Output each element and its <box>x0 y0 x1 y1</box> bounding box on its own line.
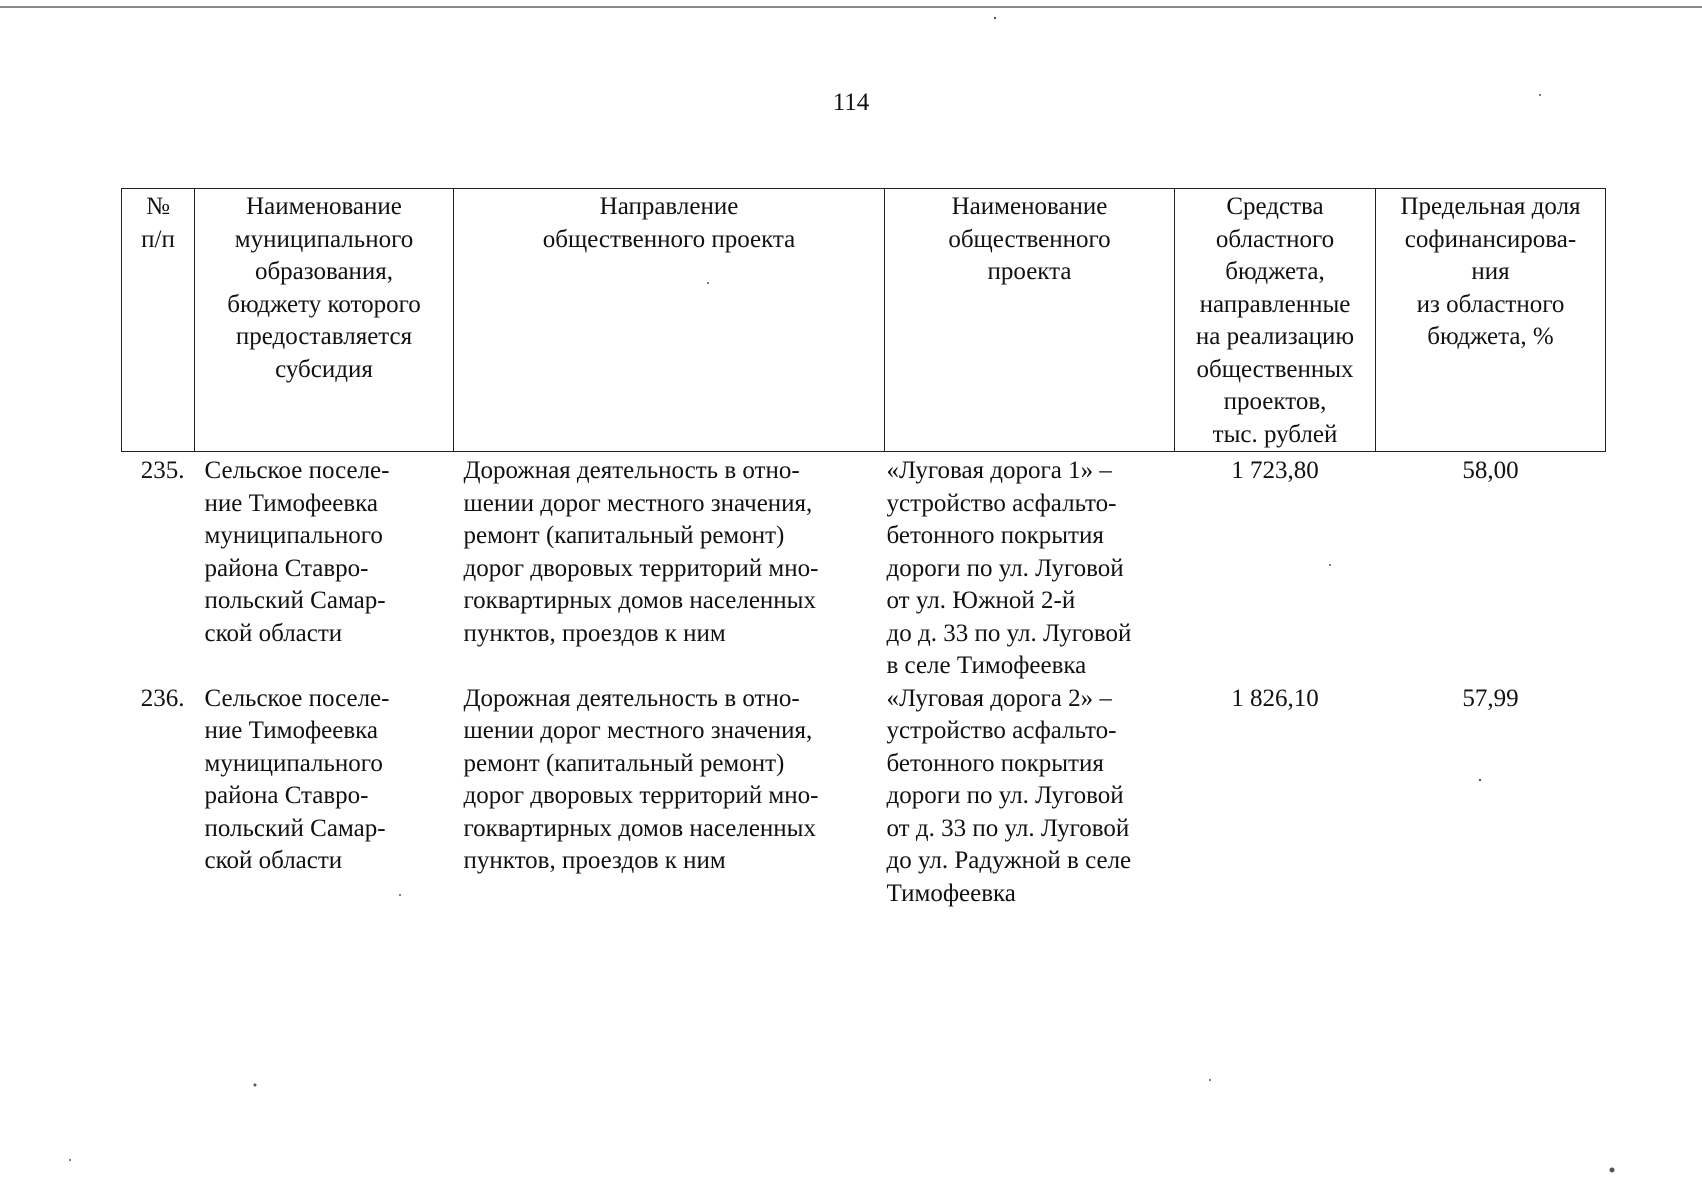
text-line: ние Тимофеевка <box>204 717 379 744</box>
text-line: Дорожная деятельность в отно- <box>463 684 800 712</box>
text-line: до д. 33 по ул. Луговой <box>886 619 1132 647</box>
row-number: 235. <box>140 457 185 484</box>
text-line: бетонного покрытия <box>886 749 1104 777</box>
text-line: района Ставро- <box>204 782 369 809</box>
header-project-name <box>885 189 1175 452</box>
text-line: Дорожная деятельность в отно- <box>463 457 800 484</box>
scan-edge-line <box>0 6 1702 8</box>
text-line: от ул. Южной 2-й <box>886 587 1076 614</box>
text-line: ской области <box>204 619 343 647</box>
text-line: от д. 33 по ул. Луговой <box>886 814 1130 842</box>
row-funds: 1 826,10 <box>1231 684 1319 712</box>
row-municipality-text <box>205 683 454 878</box>
text-line: до ул. Радужной в селе <box>886 847 1132 874</box>
text-line: № <box>146 193 170 220</box>
text-line: предоставляется <box>235 323 413 350</box>
text-line: Направление <box>599 193 739 220</box>
text-line: направленные <box>1199 290 1351 318</box>
row-share: 58,00 <box>1462 457 1519 484</box>
header-row <box>122 189 1606 452</box>
text-line: бетонного покрытия <box>886 522 1104 549</box>
text-line: дорог дворовых территорий мно- <box>463 782 819 809</box>
text-line: польский Самар- <box>204 814 386 842</box>
text-line: дорог дворовых территорий мно- <box>463 554 819 582</box>
text-line: дороги по ул. Луговой <box>886 554 1124 582</box>
text-line: Сельское поселе- <box>204 457 390 484</box>
row-number: 236. <box>140 684 185 712</box>
text-line: пунктов, проездов к ним <box>463 619 726 647</box>
subsidy-table <box>121 188 1606 910</box>
text-line: Наименование <box>951 193 1108 220</box>
row-project-name-text <box>887 683 1175 911</box>
row-funds: 1 723,80 <box>1231 457 1319 484</box>
text-line: п/п <box>141 225 175 253</box>
text-line: гоквартирных домов населенных <box>463 587 816 614</box>
text-line: на реализацию <box>1195 323 1355 350</box>
text-line: проектов, <box>1223 388 1327 415</box>
table-body <box>122 452 1606 911</box>
table-row <box>122 683 1606 911</box>
text-line: ремонт (капитальный ремонт) <box>463 522 785 549</box>
text-line: «Луговая дорога 2» – <box>886 684 1112 712</box>
text-line: субсидия <box>275 355 373 383</box>
text-line: бюджета, <box>1225 258 1325 285</box>
header-direction <box>454 189 885 452</box>
text-line: общественного <box>948 225 1111 253</box>
text-line: ние Тимофеевка <box>204 489 379 517</box>
table-row <box>122 452 1606 683</box>
text-line: проекта <box>987 258 1072 285</box>
text-line: Наименование <box>246 193 402 220</box>
row-municipality-text <box>205 455 454 650</box>
header-municipality <box>195 189 454 452</box>
row-direction <box>454 452 885 683</box>
text-line: бюджета, % <box>1427 323 1554 350</box>
row-municipality <box>195 452 454 683</box>
text-line: устройство асфальто- <box>886 489 1117 517</box>
text-line: Тимофеевка <box>886 879 1016 907</box>
text-line: образования, <box>254 258 394 285</box>
table-header <box>122 189 1606 452</box>
row-project-name <box>885 452 1175 683</box>
text-line: областного <box>1215 225 1335 253</box>
text-line: ния <box>1471 258 1510 285</box>
text-line: дороги по ул. Луговой <box>886 782 1124 809</box>
row-municipality <box>195 683 454 911</box>
header-direction-text <box>458 191 880 256</box>
text-line: «Луговая дорога 1» – <box>886 457 1112 484</box>
header-funds-text <box>1179 191 1371 451</box>
text-line: устройство асфальто- <box>886 717 1117 744</box>
text-line: муниципального <box>204 522 383 549</box>
text-line: софинансирова- <box>1404 225 1577 253</box>
text-line: общественных <box>1196 355 1354 383</box>
text-line: тыс. рублей <box>1212 420 1338 448</box>
text-line: из областного <box>1416 290 1565 318</box>
text-line: Средства <box>1226 193 1324 220</box>
header-number-text <box>126 191 190 256</box>
text-line: Сельское поселе- <box>204 684 390 712</box>
text-line: общественного проекта <box>542 225 796 253</box>
page-number: 114 <box>832 89 870 116</box>
text-line: шении дорог местного значения, <box>463 489 813 517</box>
header-number <box>122 189 195 452</box>
text-line: шении дорог местного значения, <box>463 717 813 744</box>
text-line: муниципального <box>234 225 414 253</box>
row-project-name <box>885 683 1175 911</box>
row-project-name-text <box>887 455 1175 683</box>
text-line: района Ставро- <box>204 554 369 582</box>
text-line: муниципального <box>204 749 383 777</box>
text-line: пунктов, проездов к ним <box>463 847 726 874</box>
header-funds <box>1175 189 1376 452</box>
row-direction-text <box>464 455 885 650</box>
text-line: польский Самар- <box>204 587 386 614</box>
text-line: ской области <box>204 847 343 874</box>
text-line: бюджету которого <box>227 290 421 318</box>
header-municipality-text <box>199 191 449 386</box>
header-project-name-text <box>889 191 1170 289</box>
row-share: 57,99 <box>1462 684 1519 712</box>
row-direction <box>454 683 885 911</box>
text-line: в селе Тимофеевка <box>886 652 1087 679</box>
header-share <box>1376 189 1606 452</box>
row-direction-text <box>464 683 885 878</box>
text-line: ремонт (капитальный ремонт) <box>463 749 785 777</box>
text-line: гоквартирных домов населенных <box>463 814 816 842</box>
header-share-text <box>1380 191 1601 354</box>
text-line: Предельная доля <box>1400 193 1581 220</box>
